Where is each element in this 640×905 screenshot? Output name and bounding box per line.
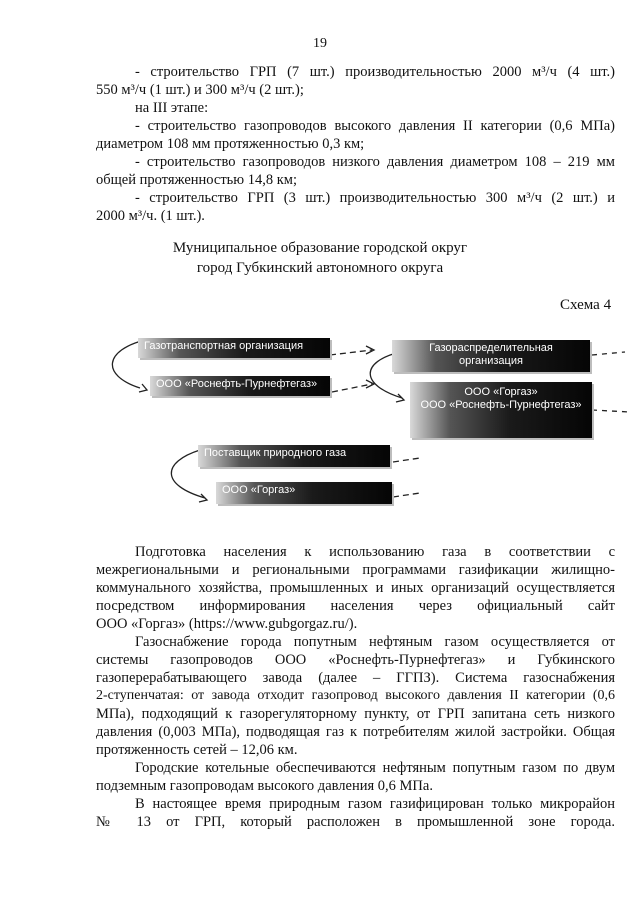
list-item-low-pressure-cont: общей протяженностью 14,8 км; (96, 172, 297, 188)
para-1-line-3: коммунального хозяйства, промышленных и иных организаций осуществляется (96, 580, 615, 596)
box-gas-distribution-org-line2: организация (459, 355, 523, 367)
list-item-grp-7: - строительство ГРП (7 шт.) производительностью 2000 м³/ч (4 шт.) (135, 64, 615, 80)
para-4-line-2: № 13 от ГРП, который расположен в промышленной зоне города. (96, 814, 615, 830)
list-item-high-pressure: - строительство газопроводов высокого давления II категории (0,6 МПа) (135, 118, 615, 134)
list-item-grp-3: - строительство ГРП (3 шт.) производительностью 300 м³/ч (2 шт.) и (135, 190, 615, 206)
para-2-line-4: 2-ступенчатая: от завода отходит газопровод высокого давления II категории (0,6 (96, 688, 615, 703)
box-rosneft-1 (150, 376, 330, 396)
para-3-line-2: подземным газопроводам высокого давления 0,6 МПа. (96, 778, 433, 794)
list-item-low-pressure: - строительство газопроводов низкого давления диаметром 108 – 219 мм (135, 154, 615, 170)
para-2-line-1: Газоснабжение города попутным нефтяным газом осуществляется от (135, 634, 615, 650)
box-gorgaz-2-label: ООО «Горгаз» (222, 484, 296, 496)
dash-arrow-1 (330, 350, 372, 355)
para-2-line-3: газоперерабатывающего завода (далее – ГГПЗ). Система газоснабжения (96, 670, 615, 686)
para-1-line-1: Подготовка населения к использованию газа в соответствии с (135, 544, 615, 560)
dash-right-1 (592, 352, 625, 355)
box-gas-supplier-label: Поставщик природного газа (204, 447, 347, 459)
para-1-line-5: ООО «Горгаз» (https://www.gubgorgaz.ru/). (96, 616, 358, 632)
page-number: 19 (313, 36, 327, 51)
box-gas-transport-org-label: Газотранспортная организация (144, 340, 304, 352)
list-item-high-pressure-cont: диаметром 108 мм протяженностью 0,3 км; (96, 136, 365, 152)
para-2-line-7: протяженность сетей – 12,06 км. (96, 742, 298, 758)
scheme-label: Схема 4 (560, 297, 612, 313)
dash-arrow-3 (393, 458, 420, 462)
box-gas-supplier (198, 445, 390, 467)
para-1-line-4: посредством информирования населения через официальный сайт (96, 598, 615, 614)
box-rosneft-1-label: ООО «Роснефть-Пурнефтегаз» (156, 378, 318, 390)
box-gorgaz-rosneft (410, 382, 592, 438)
dash-arrow-4 (393, 493, 420, 497)
box-gas-distribution-org (392, 340, 590, 372)
para-3-line-1: Городские котельные обеспечиваются нефтяным попутным газом по двум (135, 760, 615, 776)
dash-right-2 (592, 410, 630, 412)
para-4-line-1: В настоящее время природным газом газифицирован только микрорайон (135, 796, 615, 812)
list-item-grp-7-cont: 550 м³/ч (1 шт.) и 300 м³/ч (2 шт.); (96, 82, 304, 98)
heading-line-2: город Губкинский автономного округа (196, 260, 444, 276)
box-gas-transport-org (138, 338, 330, 358)
box-gas-distribution-org-line1: Газораспределительная (429, 342, 553, 354)
box-gorgaz-2 (216, 482, 392, 504)
para-2-line-5: МПа), подходящий к газорегуляторному пункту, от ГРП запитана сеть низкого (96, 706, 615, 722)
box-gorgaz-label: ООО «Горгаз» (464, 386, 538, 398)
list-item-grp-3-cont: 2000 м³/ч. (1 шт.). (96, 208, 205, 224)
box-rosneft-2-label: ООО «Роснефть-Пурнефтегаз» (420, 399, 582, 411)
heading-line-1: Муниципальное образование городской округ (172, 240, 468, 256)
para-2-line-6: давления (0,003 МПа), подводящая газ к потребителям жилой застройки. Общая (96, 724, 615, 740)
para-1-line-2: межрегиональными и региональными программами газификации жилищно- (96, 562, 615, 578)
stage-3-label: на III этапе: (135, 100, 209, 116)
para-2-line-2: системы газопроводов ООО «Роснефть-Пурнефтегаз» и Губкинского (96, 652, 615, 668)
